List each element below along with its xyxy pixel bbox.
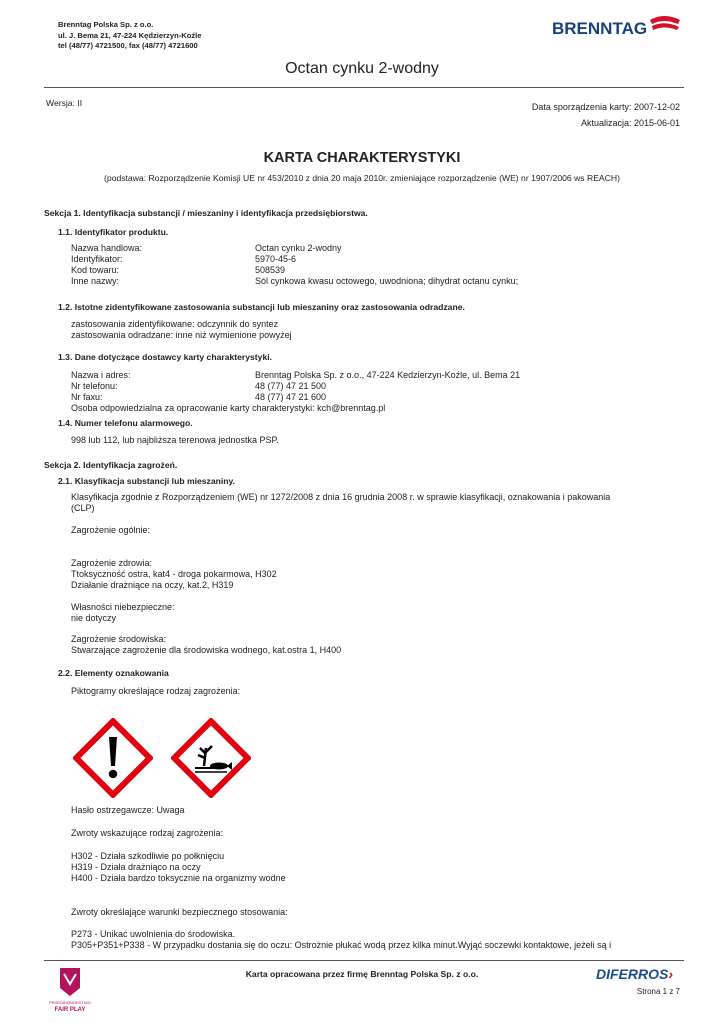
kv-value: 48 (77) 47 21 600	[255, 392, 327, 402]
dangerous-properties	[71, 602, 175, 624]
environment-hazard	[71, 634, 341, 656]
environment-pictogram-icon	[171, 718, 251, 798]
version: Wersja: II	[46, 98, 83, 108]
dangerous-line: nie dotyczy	[71, 613, 117, 623]
brenntag-logo	[552, 14, 682, 45]
health-line: Działanie drażniące na oczy, kat.2, H319	[71, 580, 234, 590]
kv-key: Nazwa i adres:	[71, 370, 131, 380]
uses-text	[71, 319, 292, 341]
kv-value: Brenntag Polska Sp. z o.o., 47-224 Kedzierzyn-Koźle, ul. Bema 21	[255, 370, 521, 380]
page-number: Strona 1 z 7	[636, 987, 680, 996]
header-divider	[44, 87, 684, 88]
classification-line: (CLP)	[71, 503, 95, 513]
exclamation-pictogram-icon	[73, 718, 153, 798]
logo-text: BRENNTAG	[552, 19, 648, 38]
kv-row	[71, 392, 671, 403]
kv-key: Nr telefonu:	[71, 381, 118, 391]
document-title: Octan cynku 2-wodny	[285, 60, 439, 77]
kv-key: Inne nazwy:	[71, 276, 120, 286]
footer-divider	[44, 960, 684, 961]
classification-line: Klasyfikacja zgodnie z Rozporządzeniem (WE) nr 1272/2008 z dnia 16 grudnia 2008 r. w sprawie klasyfikacji, oznakowania i pakowania	[71, 492, 611, 502]
kv-row	[71, 243, 671, 254]
subsection-1-2: 1.2. Istotne zidentyfikowane zastosowania substancji lub mieszaniny oraz zastosowania odradzane.	[58, 302, 465, 312]
classification-text	[71, 492, 610, 514]
hazard-statements	[71, 851, 286, 884]
main-title: KARTA CHARAKTERYSTYKI	[263, 150, 461, 166]
created-date: Data sporządzenia karty: 2007-12-02	[531, 102, 680, 112]
uses-line: zastosowania zidentyfikowane: odczynnik do syntez	[71, 319, 279, 329]
subsection-1-4: 1.4. Numer telefonu alarmowego.	[58, 418, 193, 428]
product-identifier-table	[71, 243, 671, 287]
supplier-table	[71, 370, 671, 414]
pictograms-label: Piktogramy określające rodzaj zagrożenia:	[71, 686, 241, 696]
general-hazard: Zagrożenie ogólnie:	[71, 525, 151, 535]
diferros-logo: DIFERROS›	[596, 966, 674, 982]
kv-value: Octan cynku 2-wodny	[255, 243, 342, 253]
emergency-phone: 998 lub 112, lub najbliższa terenowa jednostka PSP.	[71, 435, 279, 445]
precaution-statements	[71, 929, 681, 951]
kv-key: Nr faxu:	[71, 392, 103, 402]
kv-value: Sól cynkowa kwasu octowego, uwodniona; dihydrat octanu cynku;	[255, 276, 519, 286]
health-hazard	[71, 558, 277, 591]
section-1-heading: Sekcja 1. Identyfikacja substancji / mieszaniny i identyfikacja przedsiębiorstwa.	[44, 208, 368, 218]
fair-play-text: FAIR PLAY	[54, 1007, 86, 1013]
kv-value: 508539	[255, 265, 286, 275]
signal-word: Hasło ostrzegawcze: Uwaga	[71, 805, 185, 815]
kv-key: Kod towaru:	[71, 265, 120, 275]
hazard-line: H319 - Działa drażniąco na oczy	[71, 862, 201, 872]
uses-line: zastosowania odradzane: inne niż wymienione powyżej	[71, 330, 292, 340]
hazard-line: H400 - Działa bardzo toksycznie na organizmy wodne	[71, 873, 286, 883]
kv-key: Identyfikator:	[71, 254, 123, 264]
kv-value: 5970-45-6	[255, 254, 297, 264]
company-info	[58, 20, 202, 52]
precaution-line: P273 - Unikać uwolnienia do środowiska.	[71, 929, 236, 939]
responsible-person: Osoba odpowiedzialna za opracowanie karty charakterystyki: kch@brenntag.pl	[71, 403, 386, 413]
precaution-line: P305+P351+P338 - W przypadku dostania się do oczu: Ostrożnie płukać wodą przez kilka minut.Wyjąć soczewki kontaktowe, jeżeli są i	[71, 940, 612, 950]
kv-row	[71, 276, 671, 287]
subsection-2-1: 2.1. Klasyfikacja substancji lub mieszaniny.	[58, 476, 236, 486]
kv-row	[71, 370, 671, 381]
footer-text: Karta opracowana przez firmę Brenntag Polska Sp. z o.o.	[245, 969, 479, 979]
section-2-heading: Sekcja 2. Identyfikacja zagrożeń.	[44, 460, 178, 470]
environment-line: Stwarzające zagrożenie dla środowiska wodnego, kat.ostra 1, H400	[71, 645, 342, 655]
hazard-line: H302 - Działa szkodliwie po połknięciu	[71, 851, 225, 861]
diferros-text: DIFERROS	[596, 966, 669, 982]
kv-value: 48 (77) 47 21 500	[255, 381, 327, 391]
subsection-2-2: 2.2. Elementy oznakowania	[58, 668, 169, 678]
environment-line: Zagrożenie środowiska:	[71, 634, 167, 644]
kv-key: Nazwa handlowa:	[71, 243, 143, 253]
fair-play-small: PRZEDSIĘBIORSTWO	[49, 1000, 91, 1005]
dates	[532, 99, 680, 131]
company-line: Brenntag Polska Sp. z o.o.	[58, 20, 154, 29]
kv-row	[71, 254, 671, 265]
dangerous-line: Własności niebezpieczne:	[71, 602, 175, 612]
company-line: tel (48/77) 4721500, fax (48/77) 4721600	[58, 41, 198, 50]
subsection-1-3: 1.3. Dane dotyczące dostawcy karty charakterystyki.	[58, 352, 273, 362]
health-line: Ttoksyczność ostra, kat4 - droga pokarmowa, H302	[71, 569, 277, 579]
health-line: Zagrożenie zdrowia:	[71, 558, 153, 568]
precaution-label: Zwroty określające warunki bezpiecznego stosowania:	[71, 907, 288, 917]
subtitle: (podstawa: Rozporządzenie Komisji UE nr 453/2010 z dnia 20 maja 2010r. zmieniające rozporządzenie (WE) nr 1907/2006 ws REACH)	[104, 173, 620, 183]
subsection-1-1: 1.1. Identyfikator produktu.	[58, 227, 169, 237]
updated-date: Aktualizacja: 2015-06-01	[580, 118, 680, 128]
kv-row	[71, 265, 671, 276]
company-line: ul. J. Bema 21, 47-224 Kędzierzyn-Koźle	[58, 30, 202, 40]
kv-row	[71, 381, 671, 392]
hazard-statements-label: Zwroty wskazujące rodzaj zagrożenia:	[71, 828, 224, 838]
